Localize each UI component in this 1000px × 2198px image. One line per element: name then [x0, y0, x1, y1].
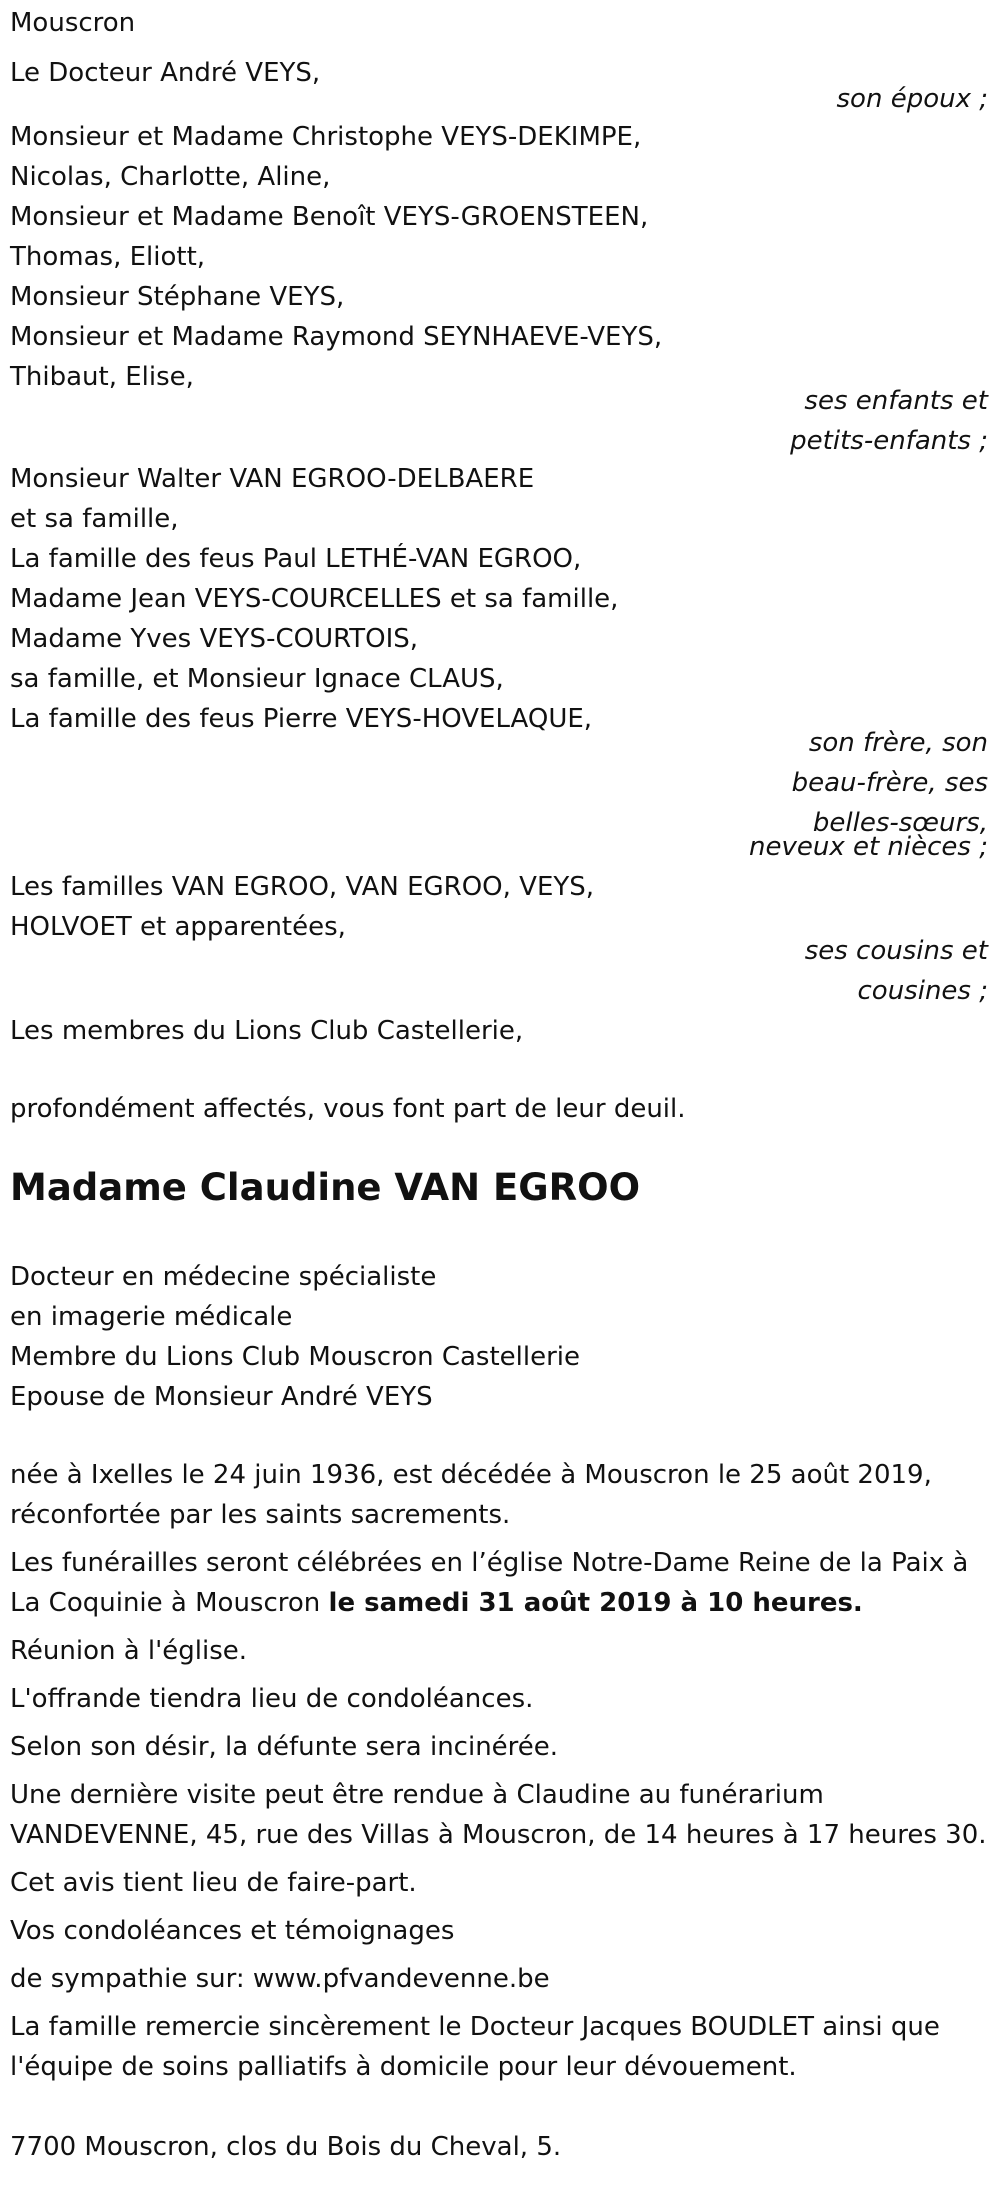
children-line: Thomas, Eliott, — [10, 242, 206, 272]
funeral-date: le samedi 31 août 2019 à 10 heures. — [328, 1588, 863, 1618]
children-line: Monsieur et Madame Christophe VEYS-DEKIMPE, — [10, 122, 642, 152]
spouse-relation: son époux ; — [836, 84, 988, 114]
deceased-name: Madame Claudine VAN EGROO — [10, 1166, 641, 1209]
siblings-line: Madame Yves VEYS-COURTOIS, — [10, 624, 419, 654]
funeral-location-2 — [10, 1588, 863, 1619]
spouse-name: Le Docteur André VEYS, — [10, 58, 321, 88]
siblings-line: Madame Jean VEYS-COURCELLES et sa famille, — [10, 584, 619, 614]
siblings-line: La famille des feus Paul LETHÉ-VAN EGROO, — [10, 544, 582, 574]
birth-death-line: réconfortée par les saints sacrements. — [10, 1500, 511, 1530]
announcement: profondément affectés, vous font part de leur deuil. — [10, 1094, 686, 1124]
cousins-relation: cousines ; — [857, 976, 988, 1006]
children-line: Monsieur et Madame Raymond SEYNHAEVE-VEYS, — [10, 322, 663, 352]
funeral-place: La Coquinie à Mouscron — [10, 1588, 329, 1618]
visit-line: VANDEVENNE, 45, rue des Villas à Mouscron, de 14 heures à 17 heures 30. — [10, 1820, 987, 1850]
deceased-title: Epouse de Monsieur André VEYS — [10, 1382, 433, 1412]
offering-note: L'offrande tiendra lieu de condoléances. — [10, 1684, 534, 1714]
thanks-line: La famille remercie sincèrement le Docteur Jacques BOUDLET ainsi que — [10, 2012, 940, 2042]
cousins-relation: ses cousins et — [804, 936, 988, 966]
notice-line: Cet avis tient lieu de faire-part. — [10, 1868, 417, 1898]
deceased-title: Membre du Lions Club Mouscron Castellerie — [10, 1342, 581, 1372]
cremation-note: Selon son désir, la défunte sera incinérée. — [10, 1732, 559, 1762]
siblings-line: Monsieur Walter VAN EGROO-DELBAERE — [10, 464, 535, 494]
condolences-line: de sympathie sur: www.pfvandevenne.be — [10, 1964, 550, 1994]
children-line: Thibaut, Elise, — [10, 362, 194, 392]
condolences-line: Vos condoléances et témoignages — [10, 1916, 455, 1946]
city-header: Mouscron — [10, 8, 136, 38]
address-line: 7700 Mouscron, clos du Bois du Cheval, 5. — [10, 2132, 562, 2162]
deceased-title: en imagerie médicale — [10, 1302, 293, 1332]
children-line: Nicolas, Charlotte, Aline, — [10, 162, 331, 192]
cousins-line: HOLVOET et apparentées, — [10, 912, 346, 942]
children-line: Monsieur Stéphane VEYS, — [10, 282, 345, 312]
siblings-line: La famille des feus Pierre VEYS-HOVELAQUE, — [10, 704, 593, 734]
siblings-relation: beau-frère, ses — [791, 768, 988, 798]
cousins-line: Les familles VAN EGROO, VAN EGROO, VEYS, — [10, 872, 595, 902]
thanks-line: l'équipe de soins palliatifs à domicile pour leur dévouement. — [10, 2052, 797, 2082]
children-line: Monsieur et Madame Benoît VEYS-GROENSTEEN, — [10, 202, 649, 232]
visit-line: Une dernière visite peut être rendue à Claudine au funérarium — [10, 1780, 824, 1810]
siblings-relation: belles-sœurs, — [812, 808, 988, 838]
birth-death-line: née à Ixelles le 24 juin 1936, est décédée à Mouscron le 25 août 2019, — [10, 1460, 932, 1490]
siblings-line: et sa famille, — [10, 504, 179, 534]
children-relation: ses enfants et — [804, 386, 988, 416]
deceased-title: Docteur en médecine spécialiste — [10, 1262, 437, 1292]
reunion-note: Réunion à l'église. — [10, 1636, 248, 1666]
club-members: Les membres du Lions Club Castellerie, — [10, 1016, 524, 1046]
siblings-relation: neveux et nièces ; — [748, 832, 988, 862]
funeral-location: Les funérailles seront célébrées en l’église Notre-Dame Reine de la Paix à — [10, 1548, 969, 1578]
siblings-relation: son frère, son — [808, 728, 988, 758]
children-relation: petits-enfants ; — [790, 426, 988, 456]
siblings-line: sa famille, et Monsieur Ignace CLAUS, — [10, 664, 504, 694]
